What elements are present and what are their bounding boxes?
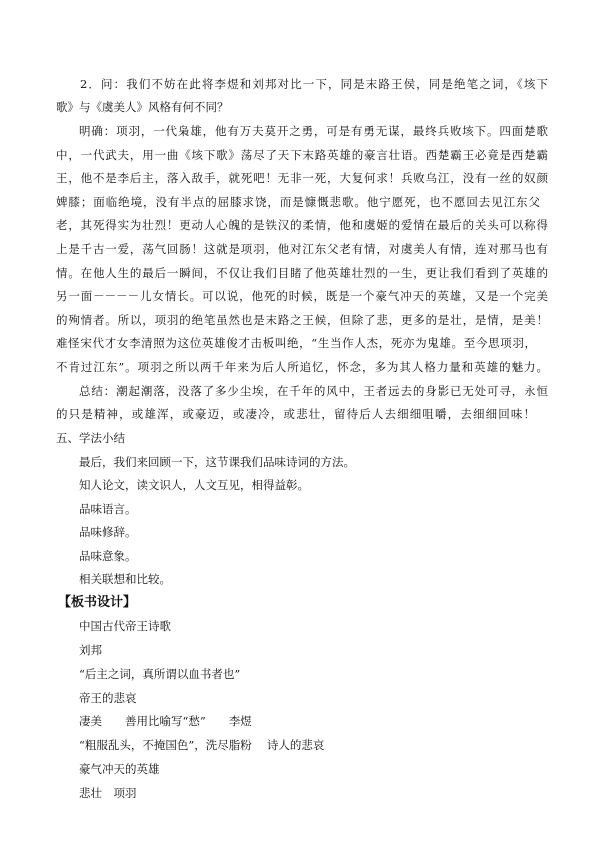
board-line: 帝王的悲哀	[79, 691, 137, 705]
summary-item: 品味语言。	[79, 502, 137, 516]
answer-line: 难怪宋代才女李清照为这位英雄俊才击板叫绝，“生当作人杰，死亦为鬼雄。至今思项羽，	[56, 336, 536, 350]
answer-line: 上是千古一爱，荡气回肠！这就是项羽，他对江东父老有情，对虞美人有情，连对那马也有	[56, 242, 548, 256]
question-line-1: 2．问：我们不妨在此将李煜和刘邦对比一下，同是末路王侯，同是绝笔之词，《垓下	[80, 77, 548, 91]
answer-line: 另一面－－－－儿女情长。可以说，他死的时候，既是一个豪气冲天的英雄，又是一个完美	[56, 289, 548, 303]
summary-item: 知人论文，读文识人，人文互见，相得益彰。	[79, 478, 309, 492]
board-line: “后主之词，真所谓以血书者也”	[79, 667, 241, 681]
answer-line: 婢膝；面临绝境，没有半点的屈膝求饶，而是慷慨悲歌。他宁愿死，也不愿回去见江东父	[56, 195, 540, 209]
summary-line: 总结：潮起潮落，没落了多少尘埃，在千年的风中，王者远去的身影已无处可寻，永恒	[79, 384, 548, 398]
question-line-2: 歌》与《虞美人》风格有何不同？	[56, 100, 229, 114]
board-line: “粗服乱头，不掩国色”，洗尽脂粉 诗人的悲哀	[79, 738, 325, 752]
board-line: 悲壮 项羽	[79, 786, 137, 800]
board-line: 中国古代帝王诗歌	[79, 619, 171, 633]
summary-item: 相关联想和比较。	[79, 572, 171, 586]
board-heading: 【板书设计】	[58, 595, 137, 610]
answer-line: 情。在他人生的最后一瞬间，不仅让我们目睹了他英雄壮烈的一生，更让我们看到了英雄的	[56, 266, 548, 280]
summary-item: 品味修辞。	[79, 525, 137, 539]
summary-item: 最后，我们来回顾一下，这节课我们品味诗词的方法。	[79, 455, 355, 469]
board-line: 凄美 善用比喻写“愁” 李煜	[79, 714, 252, 728]
summary-item: 品味意象。	[79, 549, 137, 563]
answer-line: 不肯过江东”。项羽之所以两千年来为后人所追忆，怀念，多为其人格力量和英雄的魅力。	[56, 360, 548, 374]
board-line: 刘邦	[79, 643, 102, 657]
answer-line: 老，其死得实为壮烈！更动人心魄的是铁汉的柔情，他和虞姬的爱情在最后的关头可以称得	[56, 218, 548, 232]
board-line: 豪气冲天的英雄	[79, 762, 160, 776]
answer-line: 中，一代武夫，用一曲《垓下歌》荡尽了天下末路英雄的豪言壮语。西楚霸王必竟是西楚霸	[56, 148, 548, 162]
answer-line: 王，他不是李后主，落入敌手，就死吧！无非一死，大复何求！兵败乌江，没有一丝的奴颜	[56, 171, 548, 185]
section-title: 五、学法小结	[56, 431, 125, 445]
answer-line: 的殉情者。所以，项羽的绝笔虽然也是末路之王候，但除了悲，更多的是壮，是情，是美！	[56, 313, 548, 327]
summary-line: 的只是精神，或雄浑，或豪迈，或凄冷，或悲壮，留待后人去细细咀嚼，去细细回味！	[56, 407, 535, 421]
answer-line: 明确：项羽，一代枭雄，他有万夫莫开之勇，可是有勇无谋，最终兵败垓下。四面楚歌	[79, 124, 548, 138]
